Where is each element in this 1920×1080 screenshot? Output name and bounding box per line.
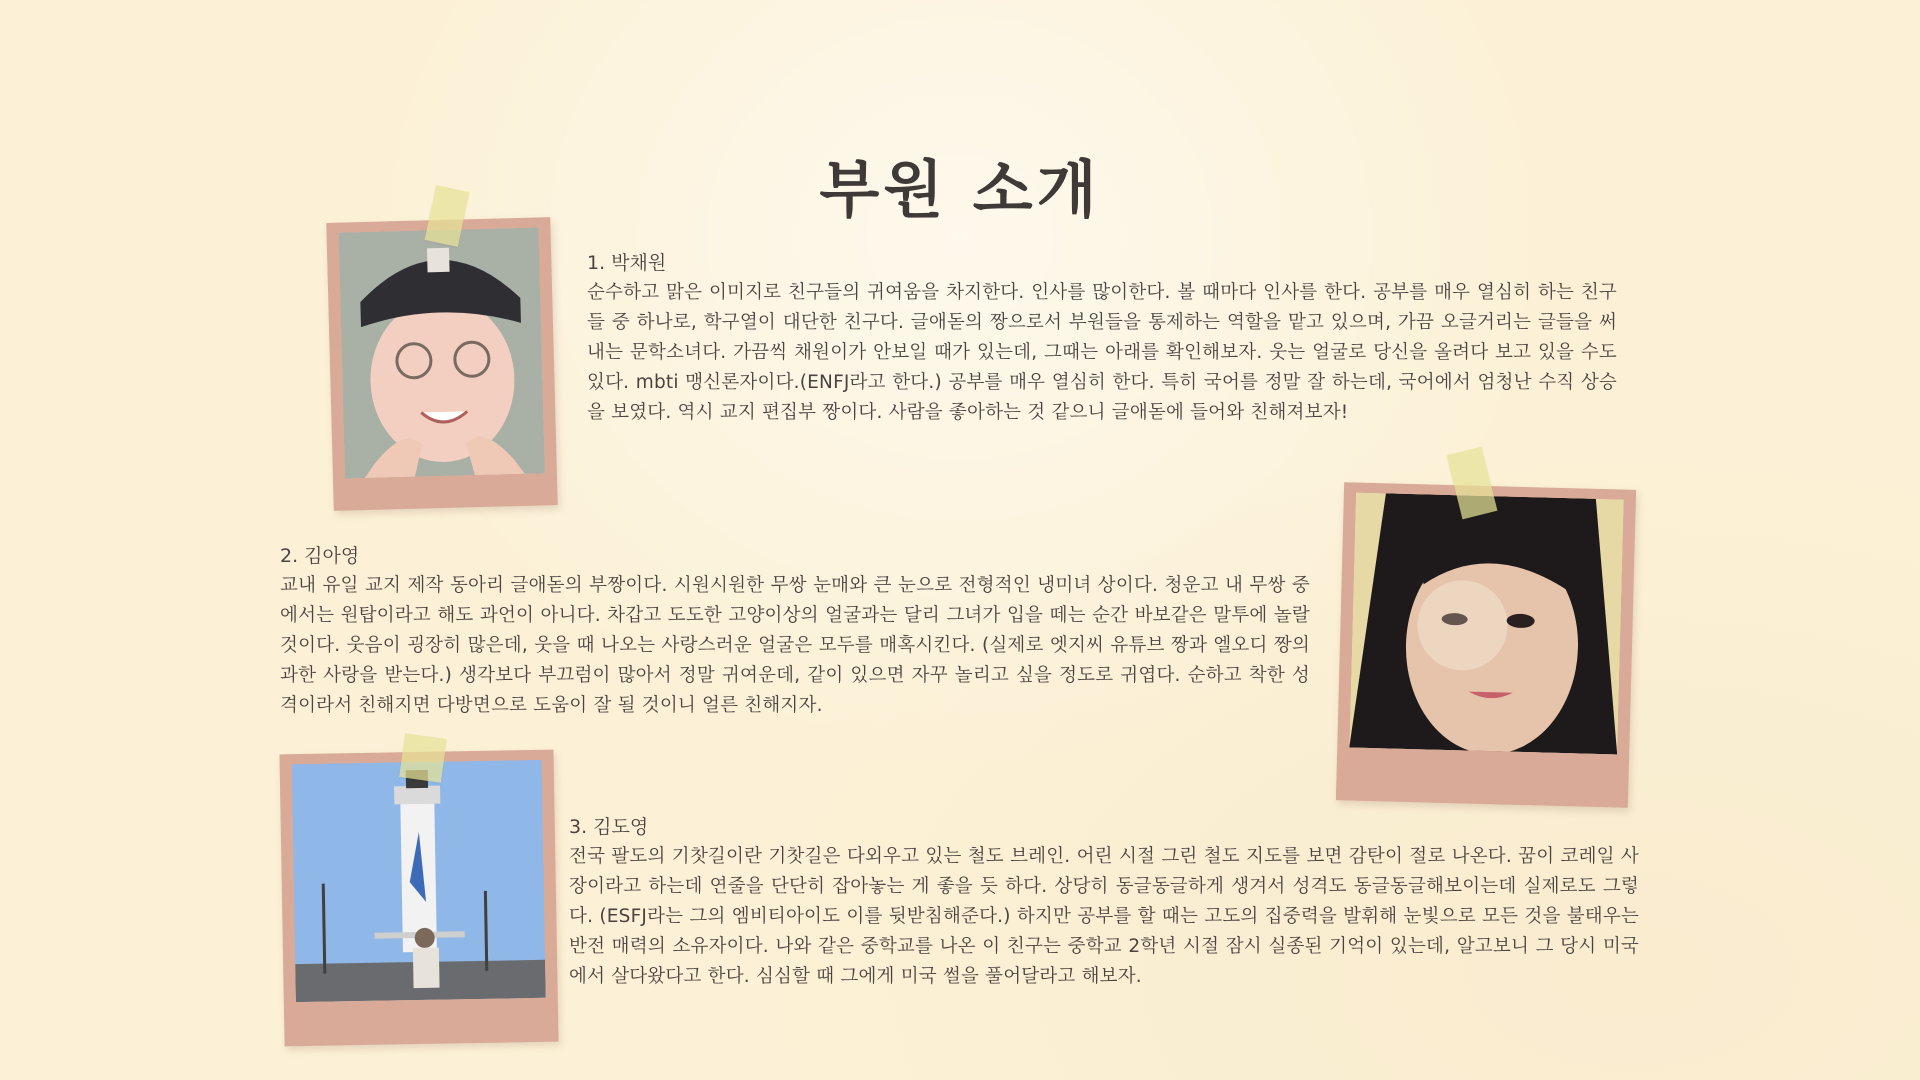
member-3-name: 3. 김도영 <box>569 816 649 838</box>
tape-decoration <box>399 733 447 782</box>
member-1-name: 1. 박채원 <box>587 252 667 274</box>
member-3-photo-frame <box>279 750 558 1047</box>
member-1-description: 순수하고 맑은 이미지로 친구들의 귀여움을 차지한다. 인사를 많이한다. 볼 때마다 인사를 한다. 공부를 매우 열심히 하는 친구들 중 하나로, 학구열이 대단한 친구다. 글애돋의 짱으로서 부원들을 통제하는 역할을 맡고 있으며, 가끔 오글거리는 글들을 써내는 문학소녀다. 가끔씩 채원이가 안보일 때가 있는데, 그때는 아래를 확인해보자. 웃는 얼굴로 당신을 올려다 보고 있을 수도 있다. mbti 맹신론자이다.(ENFJ라고 한다.) 공부를 매우 열심히 한다. 특히 국어를 정말 잘 하는데, 국어에서 엄청난 수직 상승을 보였다. 역시 교지 편집부 짱이다. 사람을 좋아하는 것 같으니 글애돋에 들어와 친해져보자! <box>587 282 1617 423</box>
member-3-photo <box>292 760 546 1002</box>
member-1-photo <box>339 227 545 478</box>
member-2-photo-frame <box>1336 482 1636 808</box>
page-title: 부원 소개 <box>819 153 1101 226</box>
member-1-photo-frame <box>326 217 557 511</box>
member-2-description: 교내 유일 교지 제작 동아리 글애돋의 부짱이다. 시원시원한 무쌍 눈매와 큰 눈으로 전형적인 냉미녀 상이다. 청운고 내 무쌍 중에서는 원탑이라고 해도 과언이 아니다. 차갑고 도도한 고양이상의 얼굴과는 달리 그녀가 입을 떼는 순간 바보같은 말투에 놀랄 것이다. 웃음이 굉장히 많은데, 웃을 때 나오는 사랑스러운 얼굴은 모두를 매혹시킨다. (실제로 엣지씨 유튜브 짱과 엘오디 짱의 과한 사랑을 받는다.) 생각보다 부끄럼이 많아서 정말 귀여운데, 같이 있으면 자꾸 놀리고 싶을 정도로 귀엽다. 순하고 착한 성격이라서 친해지면 다방면으로 도움이 잘 될 것이니 얼른 친해지자. <box>280 575 1310 716</box>
member-1 <box>587 248 1617 428</box>
member-3-description: 전국 팔도의 기찻길이란 기찻길은 다외우고 있는 철도 브레인. 어린 시절 그린 철도 지도를 보면 감탄이 절로 나온다. 꿈이 코레일 사장이라고 하는데 연줄을 단단히 잡아놓는 게 좋을 듯 하다. 상당히 동글동글하게 생겨서 성격도 동글동글해보이는데 실제로도 그렇다. (ESFJ라는 그의 엠비티아이도 이를 뒷받침해준다.) 하지만 공부를 할 때는 고도의 집중력을 발휘해 눈빛으로 모든 것을 불태우는 반전 매력의 소유자이다. 나와 같은 중학교를 나온 이 친구는 중학교 2학년 시절 잠시 실종된 기억이 있는데, 알고보니 그 당시 미국에서 살다왔다고 한다. 심심할 때 그에게 미국 썰을 풀어달라고 해보자. <box>569 846 1639 987</box>
member-2 <box>280 541 1310 721</box>
member-2-name: 2. 김아영 <box>280 545 360 567</box>
member-2-photo <box>1349 493 1624 755</box>
member-3 <box>569 812 1639 992</box>
